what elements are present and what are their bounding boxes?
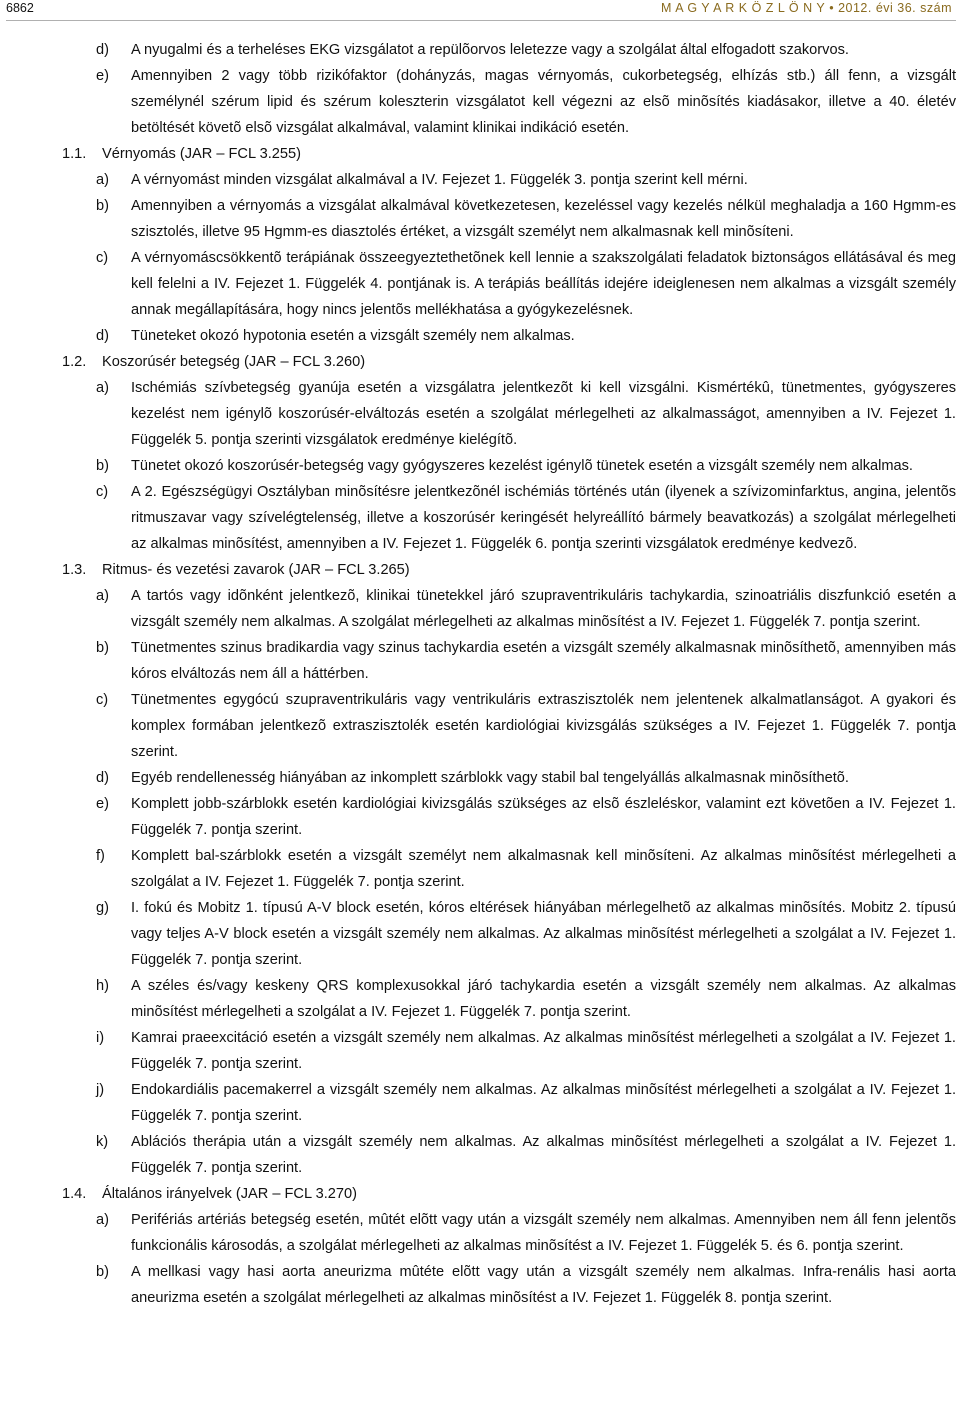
list-item: [0, 323, 960, 349]
list-marker: g): [96, 900, 109, 916]
list-item-text: Tünetmentes szinus bradikardia vagy szinus tachykardia esetén a vizsgált személy alkalmasnak minõsíthetõ, amennyiben más kóros elváltozás nem áll a háttérben.: [131, 640, 956, 682]
list-item: [0, 973, 960, 1025]
list-item: [0, 193, 960, 245]
list-item-text: Komplett jobb-szárblokk esetén kardiológiai kivizsgálás szükséges az elsõ észleléskor, valamint ezt követõen a IV. Fejezet 1. Függelék 7. pontja szerint.: [131, 796, 956, 838]
list-item: [0, 635, 960, 687]
list-item-text: A széles és/vagy keskeny QRS komplexusokkal járó tachykardia esetén a vizsgált személy nem alkalmas. Az alkalmas minõsítést mérlegelheti a szolgálat a IV. Fejezet 1. Függelék 7. pontja szerint.: [131, 978, 956, 1020]
section-heading: [0, 557, 960, 583]
list-item-text: Kamrai praeexcitáció esetén a vizsgált személy nem alkalmas. Az alkalmas minõsítést mérlegelheti a szolgálat a IV. Fejezet 1. Függelék 7. pontja szerint.: [131, 1030, 956, 1072]
list-marker: c): [96, 250, 109, 266]
section-heading: [0, 349, 960, 375]
page-header: [0, 0, 960, 18]
list-item-text: A vérnyomást minden vizsgálat alkalmával a IV. Fejezet 1. Függelék 3. pontja szerint kell mérni.: [131, 172, 748, 188]
list-marker: e): [96, 796, 109, 812]
list-item-text: Amennyiben a vérnyomás a vizsgálat alkalmával következetesen, kezeléssel vagy kezelés nélkül meghaladja a 160 Hgmm-es szisztolés, illetve 95 Hgmm-es diasztolés értéket, a vizsgált személyt nem alkalmasnak kell minõsíteni.: [131, 198, 956, 240]
journal-name: M A G Y A R K Ö Z L Ö N Y: [661, 1, 826, 15]
list-marker: h): [96, 978, 109, 994]
list-marker: a): [96, 380, 109, 396]
list-item-text: Tüneteket okozó hypotonia esetén a vizsgált személy nem alkalmas.: [131, 328, 575, 344]
list-item-text: Amennyiben 2 vagy több rizikófaktor (dohányzás, magas vérnyomás, cukorbetegség, elhízás stb.) áll fenn, a vizsgált személynél szérum lipid és szérum koleszterin vizsgálatot kell végezni az elsõ minõsítés kiadásakor, illetve a 40. életév betöltését követõ elsõ vizsgálat alkalmával, valamint klinikai indikáció esetén.: [131, 68, 956, 136]
list-item-text: A 2. Egészségügyi Osztályban minõsítésre jelentkezõnél ischémiás történés után (ilyenek a szívizominfarktus, angina, jelentõs ritmuszavar vagy szívelégtelenség, illetve a koszorúsér keringését helyreállító bármely beavatkozás) a szolgálat mérlegelheti az alkalmas minõsítést, amennyiben a IV. Fejezet 1. Függelék 6. pontja szerinti vizsgálatok eredménye kedvezõ.: [131, 484, 956, 552]
list-marker: e): [96, 68, 109, 84]
list-item: [0, 843, 960, 895]
list-marker: c): [96, 484, 109, 500]
section-number: 1.1.: [62, 146, 87, 162]
section-number: 1.3.: [62, 562, 87, 578]
list-item: [0, 765, 960, 791]
list-item: [0, 583, 960, 635]
list-item-text: A vérnyomáscsökkentõ terápiának összeegyeztethetõnek kell lennie a szakszolgálati feladatok biztonságos ellátásával és meg kell felelni a IV. Fejezet 1. Függelék 4. pontjának is. A terápiás beállítás idejére ideiglenesen nem alkalmas a vizsgált személy annak megállapítására, hogy nincs jelentõs mellékhatása a gyógykezelésnek.: [131, 250, 956, 318]
list-marker: k): [96, 1134, 109, 1150]
list-marker: b): [96, 458, 109, 474]
list-marker: a): [96, 588, 109, 604]
section-heading: [0, 141, 960, 167]
list-item: [0, 37, 960, 63]
list-marker: d): [96, 42, 109, 58]
list-item-text: Ablációs therápia után a vizsgált személy nem alkalmas. Az alkalmas minõsítést mérlegelheti a szolgálat a IV. Fejezet 1. Függelék 7. pontja szerint.: [131, 1134, 956, 1176]
list-marker: b): [96, 198, 109, 214]
list-item-text: Perifériás artériás betegség esetén, mûtét elõtt vagy után a vizsgált személy nem alkalmas. Amennyiben nem áll fenn jelentõs funkcionális károsodás, a szolgálat mérlegelheti az alkalmas minõsítést a IV. Fejezet 1. Függelék 5. és 6. pontja szerint.: [131, 1212, 956, 1254]
list-marker: d): [96, 328, 109, 344]
list-item-text: I. fokú és Mobitz 1. típusú A-V block esetén, kóros eltérések hiányában mérlegelhetõ az alkalmas minõsítés. Mobitz 2. típusú vagy teljes A-V block esetén a vizsgált személy nem alkalmas. Az alkalmas minõsítést mérlegelheti a szolgálat a IV. Fejezet 1. Függelék 7. pontja szerint.: [131, 900, 956, 968]
list-marker: a): [96, 172, 109, 188]
list-item: [0, 479, 960, 557]
list-item-text: Endokardiális pacemakerrel a vizsgált személy nem alkalmas. Az alkalmas minõsítést mérlegelheti a szolgálat a IV. Fejezet 1. Függelék 7. pontja szerint.: [131, 1082, 956, 1124]
section-title: Ritmus- és vezetési zavarok (JAR – FCL 3.265): [102, 562, 410, 578]
list-marker: d): [96, 770, 109, 786]
list-item-text: Egyéb rendellenesség hiányában az inkomplett szárblokk vagy stabil bal tengelyállás alkalmasnak minõsíthetõ.: [131, 770, 849, 786]
list-marker: j): [96, 1082, 105, 1098]
list-item-text: Ischémiás szívbetegség gyanúja esetén a vizsgálatra jelentkezõt ki kell vizsgálni. Kismértékû, tünetmentes, gyógyszeres kezelést nem igénylõ koszorúsér-elváltozás esetén a szolgálat mérlegelheti az alkalmasságot, amennyiben a IV. Fejezet 1. Függelék 5. pontja szerinti vizsgálatok eredménye kielégítõ.: [131, 380, 956, 448]
list-item: [0, 687, 960, 765]
section-number: 1.2.: [62, 354, 87, 370]
list-item: [0, 1077, 960, 1129]
page-number: 6862: [6, 1, 34, 15]
list-item-text: A mellkasi vagy hasi aorta aneurizma mûtéte elõtt vagy után a vizsgált személy nem alkalmas. Infra-renális hasi aorta aneurizma esetén a szolgálat mérlegelheti az alkalmas minõsítést a IV. Fejezet 1. Függelék 8. pontja szerint.: [131, 1264, 956, 1306]
list-item: [0, 1025, 960, 1077]
header-divider: [6, 20, 956, 21]
section-title: Vérnyomás (JAR – FCL 3.255): [102, 146, 301, 162]
document-body: [0, 37, 960, 1311]
list-item-text: Tünetmentes egygócú szupraventrikuláris vagy ventrikuláris extraszisztolék nem jelentenek alkalmatlanságot. A gyakori és komplex formában jelentkezõ extraszisztolék esetén kardiológiai kivizsgálás szükséges a IV. Fejezet 1. Függelék 7. pontja szerint.: [131, 692, 956, 760]
section-heading: [0, 1181, 960, 1207]
list-item: [0, 791, 960, 843]
section-title: Általános irányelvek (JAR – FCL 3.270): [102, 1186, 357, 1202]
list-marker: a): [96, 1212, 109, 1228]
list-marker: b): [96, 1264, 109, 1280]
list-item: [0, 63, 960, 141]
list-marker: b): [96, 640, 109, 656]
journal-title: [661, 0, 952, 16]
list-item: [0, 895, 960, 973]
list-item: [0, 453, 960, 479]
list-marker: i): [96, 1030, 105, 1046]
list-item-text: Komplett bal-szárblokk esetén a vizsgált személyt nem alkalmasnak kell minõsíteni. Az alkalmas minõsítést mérlegelheti a szolgálat a IV. Fejezet 1. Függelék 7. pontja szerint.: [131, 848, 956, 890]
issue-label: 2012. évi 36. szám: [838, 1, 952, 15]
list-item: [0, 1129, 960, 1181]
bullet-separator: •: [829, 1, 835, 15]
list-item: [0, 167, 960, 193]
list-item: [0, 1207, 960, 1259]
section-number: 1.4.: [62, 1186, 87, 1202]
list-item: [0, 245, 960, 323]
list-item-text: Tünetet okozó koszorúsér-betegség vagy gyógyszeres kezelést igénylõ tünetek esetén a vizsgált személy nem alkalmas.: [131, 458, 913, 474]
list-marker: c): [96, 692, 109, 708]
list-item-text: A tartós vagy idõnként jelentkezõ, klinikai tünetekkel járó szupraventrikuláris tachykardia, szinoatriális diszfunkció esetén a vizsgált személy nem alkalmas. A szolgálat mérlegelheti az alkalmas minõsítést a IV. Fejezet 1. Függelék 7. pontja szerint.: [131, 588, 956, 630]
list-item: [0, 375, 960, 453]
list-item-text: A nyugalmi és a terheléses EKG vizsgálatot a repülõorvos leletezze vagy a szolgálat által elfogadott szakorvos.: [131, 42, 849, 58]
list-item: [0, 1259, 960, 1311]
list-marker: f): [96, 848, 105, 864]
section-title: Koszorúsér betegség (JAR – FCL 3.260): [102, 354, 366, 370]
